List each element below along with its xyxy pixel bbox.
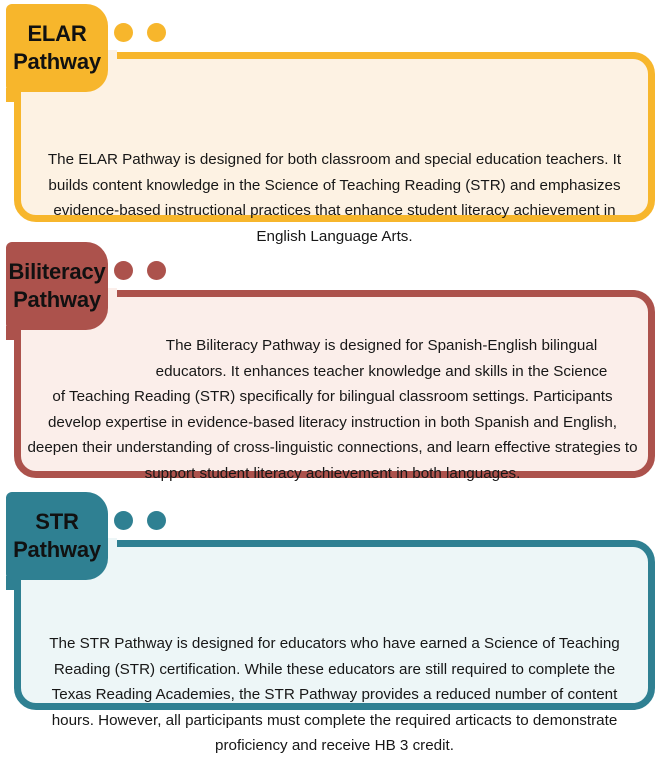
biliteracy-dots [114,261,166,280]
elar-tab-subtitle: Pathway [13,49,101,74]
dot-icon [147,261,166,280]
biliteracy-description-line-1: The Biliteracy Pathway is designed for Spanish-English bilingual [165,337,598,354]
biliteracy-tab-title: Biliteracy [8,259,106,284]
elar-dots [114,23,166,42]
str-tab-title: STR [35,509,79,534]
str-description: The STR Pathway is designed for educators who have earned a Science of Teaching Reading (STR) certification. While these educators are still required to complete the Texas Reading Academies, the STR Pathway provides a reduced number of content hours. However, all participants must complete the required articacts to demonstrate proficiency and receive HB 3 credit. [49,635,620,754]
elar-tab-title: ELAR [27,21,87,46]
biliteracy-description-rest: of Teaching Reading (STR) specifically for bilingual classroom settings. Participants develop expertise in evidence-based literacy instruction in both Spanish and English, deepen their understanding of cross-linguistic connections, and learn effective strategies to support student literacy achievement in both languages. [27,388,638,482]
biliteracy-tab[interactable] [6,242,108,330]
dot-icon [147,511,166,530]
biliteracy-description [21,333,648,486]
str-tab-subtitle: Pathway [13,537,101,562]
dot-icon [147,23,166,42]
elar-tab[interactable] [6,4,108,92]
str-card-body [14,540,655,754]
pathway-card-str [0,488,665,754]
dot-icon [114,511,133,530]
biliteracy-description-line-2: educators. It enhances teacher knowledge and skills in the Science [155,362,608,380]
elar-description: The ELAR Pathway is designed for both classroom and special education teachers. It builds content knowledge in the Science of Teaching Reading (STR) and emphasizes evidence-based instructional practices that enhance student literacy achievement in English Language Arts. [47,151,622,245]
elar-card-body [14,52,655,245]
pathway-card-biliteracy [0,238,665,488]
biliteracy-card-body [14,290,655,482]
str-dots [114,511,166,530]
str-tab[interactable] [6,492,108,580]
biliteracy-tab-subtitle: Pathway [13,287,101,312]
dot-icon [114,261,133,280]
pathway-card-elar [0,0,665,245]
dot-icon [114,23,133,42]
